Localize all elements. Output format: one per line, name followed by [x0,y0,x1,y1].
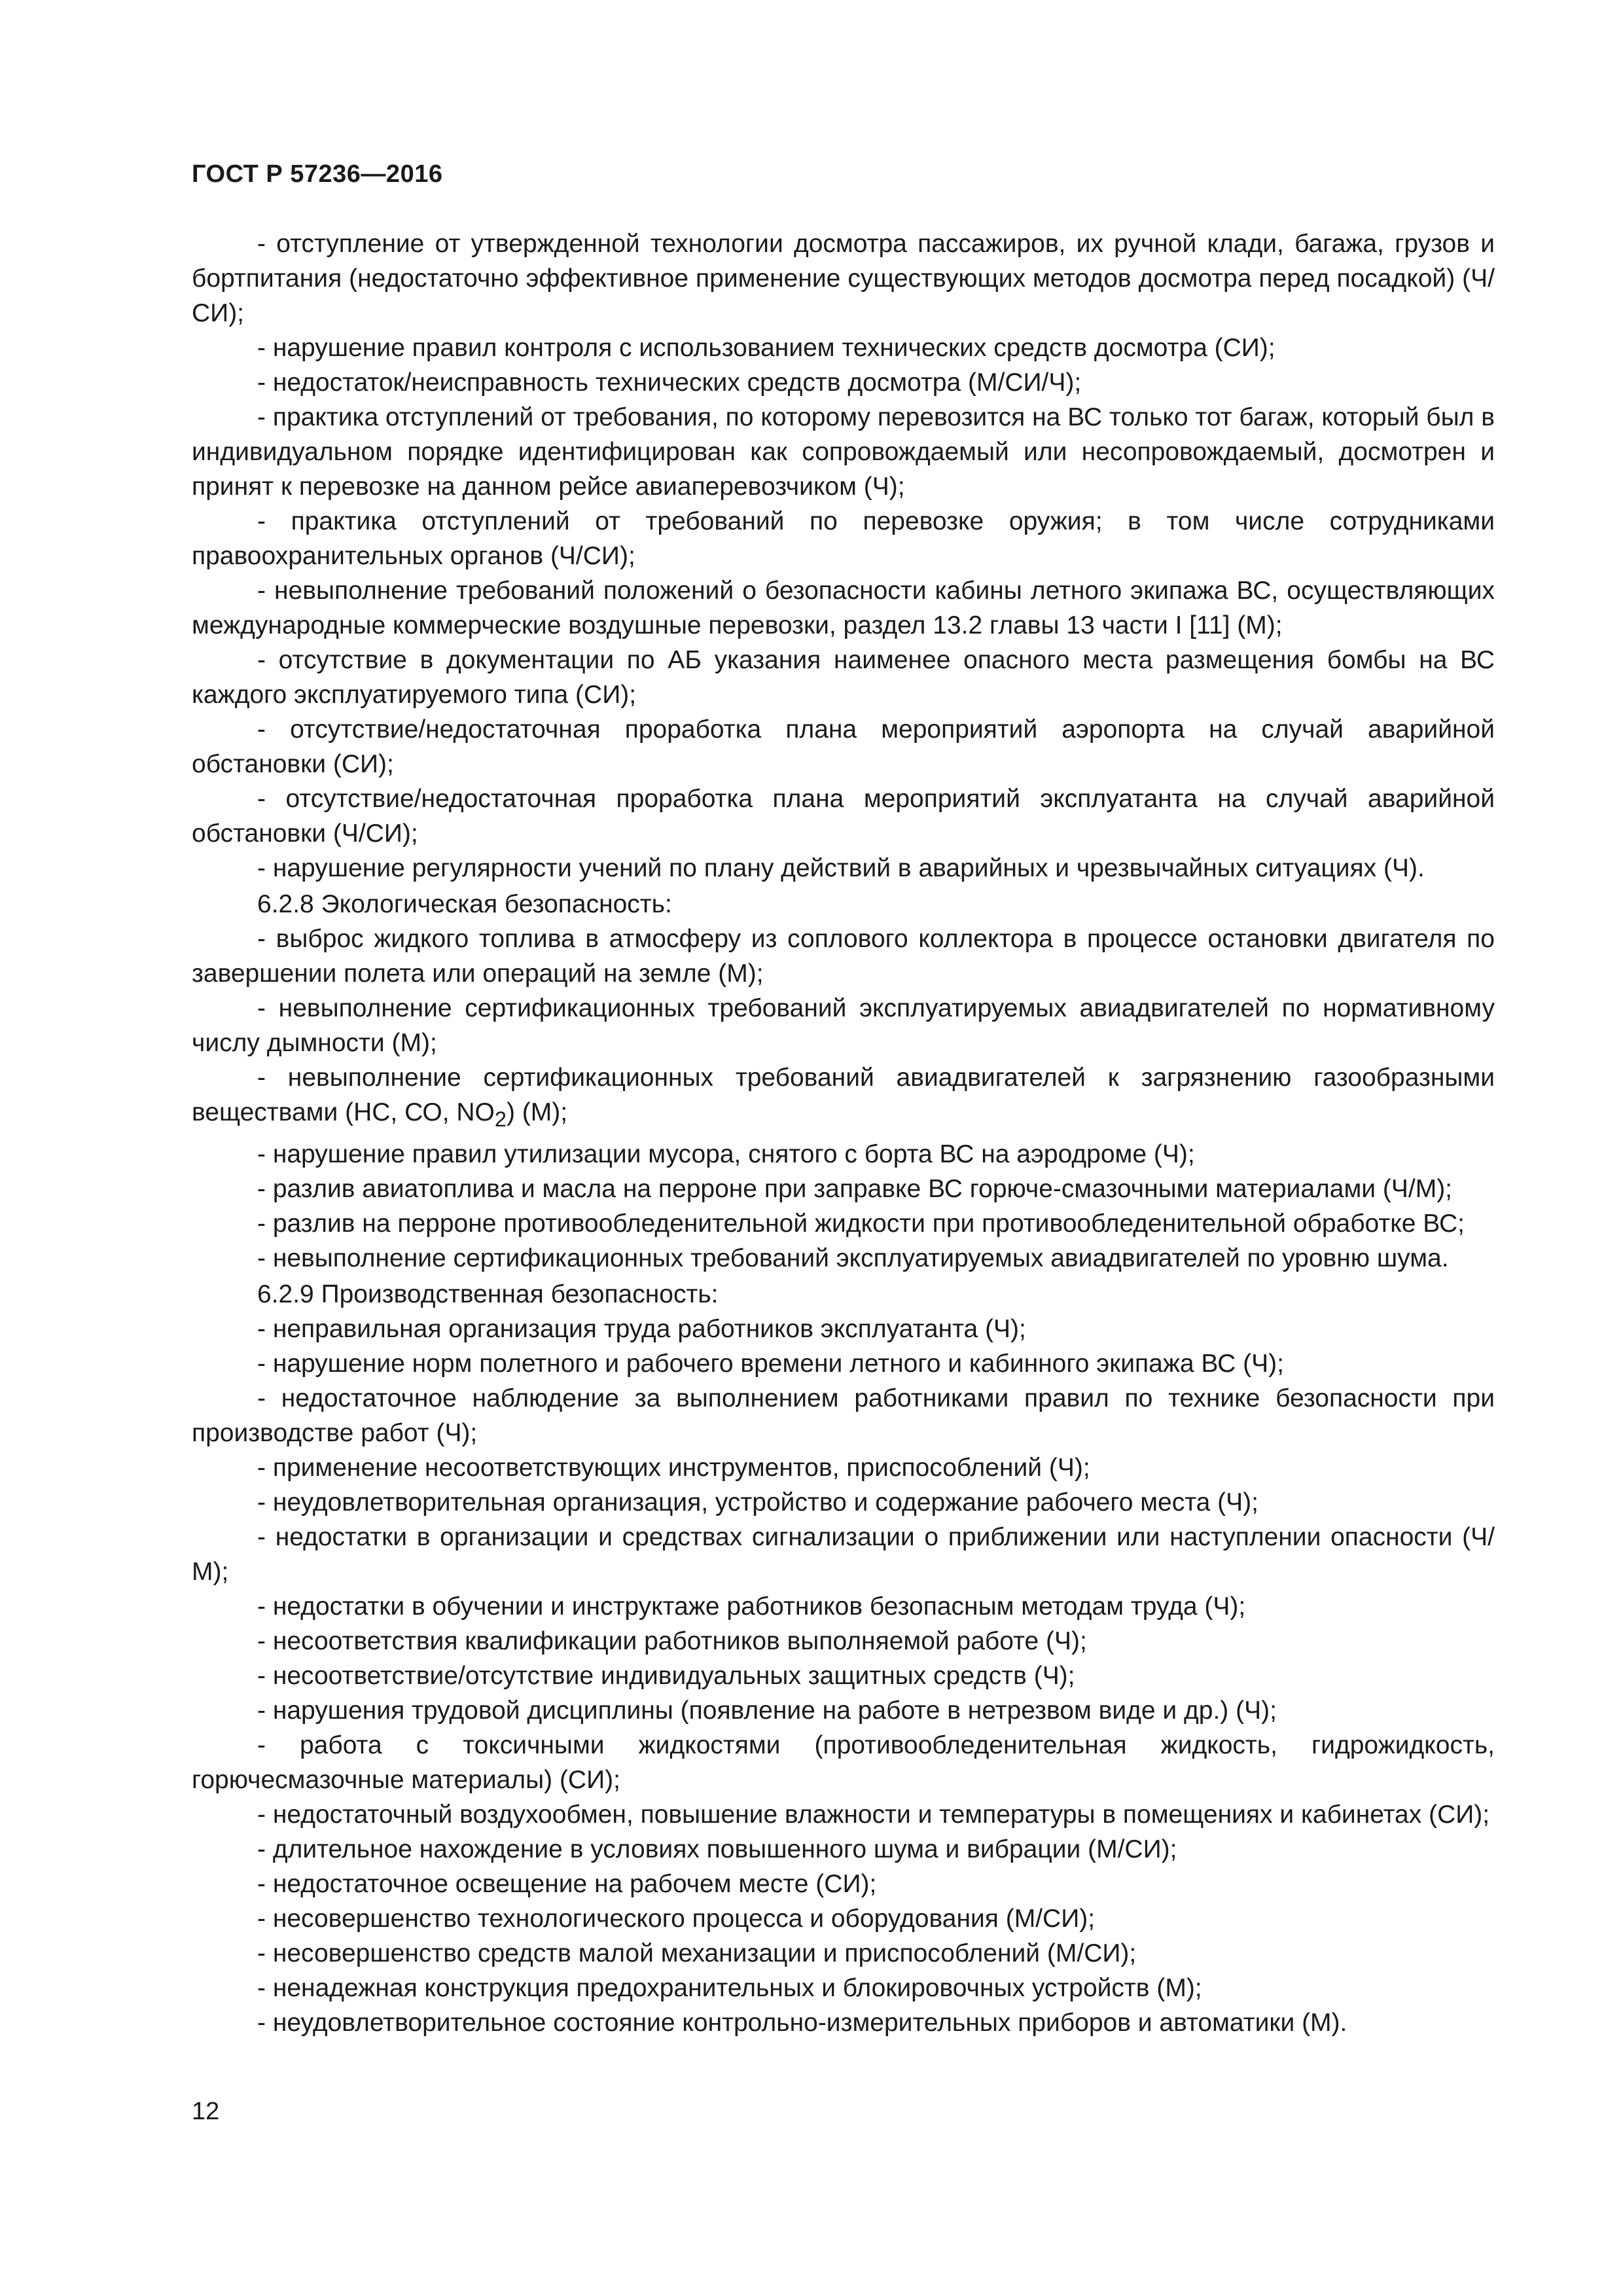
list-item-text: - невыполнение сертификационных требований авиадвигателей к загрязнению газообразными веществами (НС, СО, NO [192,1064,1495,1126]
standard-header: ГОСТ Р 57236—2016 [192,160,443,188]
list-item: - нарушение правил утилизации мусора, снятого с борта ВС на аэродроме (Ч); [257,1139,1195,1168]
list-item: - нарушение регулярности учений по плану действий в аварийных и чрезвычайных ситуациях (Ч). [257,854,1425,882]
list-item: - неудовлетворительная организация, устройство и содержание рабочего места (Ч); [257,1488,1258,1516]
list-item: - ненадежная конструкция предохранительных и блокировочных устройств (М); [257,1973,1202,2002]
list-item-text-end: ) (М); [506,1098,568,1126]
list-item: - невыполнение требований положений о безопасности кабины летного экипажа ВС, осуществляющих международные коммерческие воздушные перевозки, раздел 13.2 главы 13 части I [11] (М); [192,577,1495,639]
list-item: - неправильная организация труда работников эксплуатанта (Ч); [257,1314,1026,1343]
list-item: - отступление от утвержденной технологии досмотра пассажиров, их ручной клади, багажа, грузов и бортпитания (недостаточно эффективное применение существующих методов досмотра перед посадкой) (Ч/СИ); [192,230,1495,327]
list-item: - нарушения трудовой дисциплины (появление на работе в нетрезвом виде и др.) (Ч); [257,1696,1277,1725]
list-item: - невыполнение сертификационных требований эксплуатируемых авиадвигателей по уровню шума. [257,1244,1449,1272]
list-item: - разлив авиатоплива и масла на перроне при заправке ВС горюче-смазочными материалами (Ч/М); [257,1174,1453,1203]
page-number: 12 [192,2098,220,2125]
list-item: - применение несоответствующих инструментов, приспособлений (Ч); [257,1453,1090,1482]
list-item: - недостаточное освещение на рабочем месте (СИ); [257,1869,877,1898]
list-item: - недостаточный воздухообмен, повышение влажности и температуры в помещениях и кабинетах (СИ); [257,1800,1490,1829]
list-item: - несоответствия квалификации работников выполняемой работе (Ч); [257,1626,1087,1655]
list-item: - недостаточное наблюдение за выполнением работниками правил по технике безопасности при производстве работ (Ч); [192,1384,1495,1447]
list-item: - длительное нахождение в условиях повышенного шума и вибрации (М/СИ); [257,1835,1177,1863]
list-item: - отсутствие/недостаточная проработка плана мероприятий эксплуатанта на случай аварийной обстановки (Ч/СИ); [192,785,1495,848]
subscript-2: 2 [494,1107,507,1131]
list-item: - отсутствие/недостаточная проработка плана мероприятий аэропорта на случай аварийной обстановки (СИ); [192,715,1495,778]
list-item: - разлив на перроне противообледенительной жидкости при противообледенительной обработке ВС; [257,1209,1465,1238]
list-item [192,1060,1495,1137]
list-item: - выброс жидкого топлива в атмосферу из соплового коллектора в процессе остановки двигателя по завершении полета или операций на земле (М); [192,925,1495,988]
list-item: - практика отступлений от требований по перевозке оружия; в том числе сотрудниками правоохранительных органов (Ч/СИ); [192,507,1495,570]
list-item: - неудовлетворительное состояние контрольно-измерительных приборов и автоматики (М). [257,2008,1347,2037]
list-item: - нарушение норм полетного и рабочего времени летного и кабинного экипажа ВС (Ч); [257,1349,1284,1378]
section-heading-6-2-8: 6.2.8 Экологическая безопасность: [257,890,672,918]
list-item: - несоответствие/отсутствие индивидуальных защитных средств (Ч); [257,1661,1075,1690]
list-item: - практика отступлений от требования, по которому перевозится на ВС только тот багаж, который был в индивидуальном порядке идентифицирован как сопровождаемый или несопровождаемый, досмотрен и принят к перевозке на данном рейсе авиаперевозчиком (Ч); [192,403,1495,501]
section-heading-6-2-9: 6.2.9 Производственная безопасность: [257,1280,719,1308]
list-item: - недостатки в обучении и инструктаже работников безопасным методам труда (Ч); [257,1592,1246,1621]
list-item: - несовершенство технологического процесса и оборудования (М/СИ); [257,1904,1096,1933]
document-body [192,226,1495,2040]
list-item: - работа с токсичными жидкостями (противообледенительная жидкость, гидрожидкость, горючесмазочные материалы) (СИ); [192,1731,1495,1794]
list-item: - нарушение правил контроля с использованием технических средств досмотра (СИ); [257,334,1275,362]
list-item: - недостатки в организации и средствах сигнализации о приближении или наступлении опасности (Ч/М); [192,1522,1495,1586]
list-item: - отсутствие в документации по АБ указания наименее опасного места размещения бомбы на ВС каждого эксплуатируемого типа (СИ); [192,646,1495,709]
list-item: - невыполнение сертификационных требований эксплуатируемых авиадвигателей по нормативному числу дымности (М); [192,994,1495,1057]
list-item: - несовершенство средств малой механизации и приспособлений (М/СИ); [257,1939,1137,1967]
list-item: - недостаток/неисправность технических средств досмотра (М/СИ/Ч); [257,368,1082,397]
